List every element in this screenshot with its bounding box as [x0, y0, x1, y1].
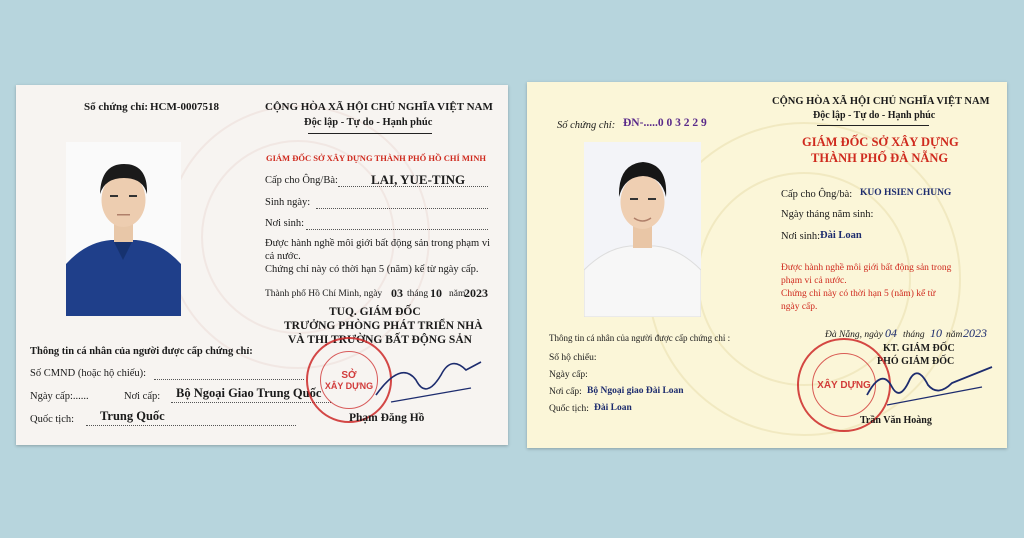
personal-info-label: Thông tin cá nhân của người được cấp chứng chỉ:: [30, 346, 253, 357]
pob-label: Nơi sinh:: [781, 231, 821, 242]
validity-line-1: Chứng chỉ này có thời hạn 5 (năm) kể từ: [781, 289, 936, 299]
validity-text: Chứng chỉ này có thời hạn 5 (năm) kể từ ngày cấp.: [265, 264, 479, 275]
issue-place-label: Nơi cấp:: [549, 387, 582, 397]
nationality: Đài Loan: [594, 403, 632, 413]
passport-label: Số hộ chiếu:: [549, 353, 597, 363]
date-year-label: năm: [449, 289, 466, 299]
holder-name: KUO HSIEN CHUNG: [860, 188, 952, 198]
issue-place-label: Nơi cấp:: [124, 391, 161, 402]
signer-name: Phạm Đăng Hồ: [349, 412, 425, 424]
issue-place: Bộ Ngoại Giao Trung Quốc: [176, 386, 322, 400]
motto-underline: [817, 125, 929, 126]
date-month: 10: [930, 326, 942, 340]
issue-place: Bộ Ngoại giao Đài Loan: [587, 386, 684, 396]
validity-line-2: ngày cấp.: [781, 302, 818, 312]
certificate-danang: [527, 82, 1007, 448]
date-year: 2023: [464, 286, 488, 300]
permission-line-2: cả nước.: [265, 251, 301, 262]
signatory-title-1: KT. GIÁM ĐỐC: [883, 343, 955, 354]
date-day: 03: [391, 286, 403, 300]
id-label: Số CMND (hoặc hộ chiếu):: [30, 368, 147, 379]
signatory-title-3: VÀ THỊ TRƯỜNG BẤT ĐỘNG SẢN: [288, 334, 472, 346]
pob-label: Nơi sinh:: [265, 218, 305, 229]
signer-name: Trần Văn Hoàng: [860, 415, 932, 426]
nationality: Trung Quốc: [100, 409, 165, 423]
issue-date-label: Ngày cấp:: [549, 370, 588, 380]
personal-info-label: Thông tin cá nhân của người được cấp chứng chỉ :: [549, 333, 731, 343]
cert-no: ĐN-.....0 0 3 2 2 9: [623, 117, 707, 129]
permission-line-1: Được hành nghề môi giới bất động sản trong phạm vi: [265, 238, 491, 249]
nation-title: CỘNG HÒA XÃ HỘI CHỦ NGHĨA VIỆT NAM: [772, 96, 990, 107]
issuing-authority-2: THÀNH PHỐ ĐÀ NẴNG: [811, 151, 949, 165]
motto: Độc lập - Tự do - Hạnh phúc: [813, 110, 936, 121]
motto: Độc lập - Tự do - Hạnh phúc: [304, 117, 433, 128]
motto-underline: [308, 133, 432, 134]
nationality-label: Quốc tịch:: [549, 404, 589, 414]
nationality-label: Quốc tịch:: [30, 414, 75, 425]
date-month: 10: [430, 286, 442, 300]
seal-text-main: XÂY DỰNG: [817, 379, 871, 391]
signature: [371, 340, 491, 410]
issuing-authority: GIÁM ĐỐC SỞ XÂY DỰNG THÀNH PHỐ HỒ CHÍ MINH: [266, 153, 486, 163]
certificate-hcm: [16, 85, 508, 445]
signatory-title-1: TUQ. GIÁM ĐỐC: [329, 306, 421, 318]
holder-name: LAI, YUE-TING: [371, 172, 466, 187]
date-month-label: tháng: [903, 330, 925, 340]
issued-to-label: Cấp cho Ông/Bà:: [265, 175, 338, 186]
date-month-label: tháng: [407, 289, 429, 299]
seal-text-top: SỞ: [341, 369, 357, 381]
watermark-emblem-inner: [201, 140, 395, 334]
holder-photo: [66, 142, 181, 316]
issuing-authority-1: GIÁM ĐỐC SỞ XÂY DỰNG: [802, 135, 959, 149]
signatory-title-2: TRƯỞNG PHÒNG PHÁT TRIỂN NHÀ: [284, 320, 483, 332]
date-prefix: Đà Nẵng, ngày: [825, 330, 883, 340]
permission-line-2: phạm vi cả nước.: [781, 276, 847, 286]
cert-no: HCM-0007518: [150, 101, 220, 113]
pob-value: Đài Loan: [820, 230, 862, 241]
dob-label: Ngày tháng năm sinh:: [781, 209, 874, 220]
issue-date-label: Ngày cấp:......: [30, 391, 89, 402]
date-year-label: năm: [946, 330, 963, 340]
date-year: 2023: [963, 326, 987, 340]
permission-line-1: Được hành nghề môi giới bất động sản trong: [781, 263, 952, 273]
date-prefix: Thành phố Hồ Chí Minh, ngày: [265, 289, 383, 299]
date-day: 04: [885, 326, 897, 340]
seal-text-main: XÂY DỰNG: [324, 380, 374, 391]
holder-photo: [584, 142, 701, 317]
signatory-title-2: PHÓ GIÁM ĐỐC: [877, 356, 955, 367]
dob-label: Sinh ngày:: [265, 197, 311, 208]
nation-title: CỘNG HÒA XÃ HỘI CHỦ NGHĨA VIỆT NAM: [265, 101, 493, 113]
issued-to-label: Cấp cho Ông/bà:: [781, 189, 853, 200]
cert-no-label: Số chứng chỉ:: [84, 101, 149, 113]
signature: [862, 357, 1002, 417]
cert-no-label: Số chứng chỉ:: [557, 120, 616, 131]
